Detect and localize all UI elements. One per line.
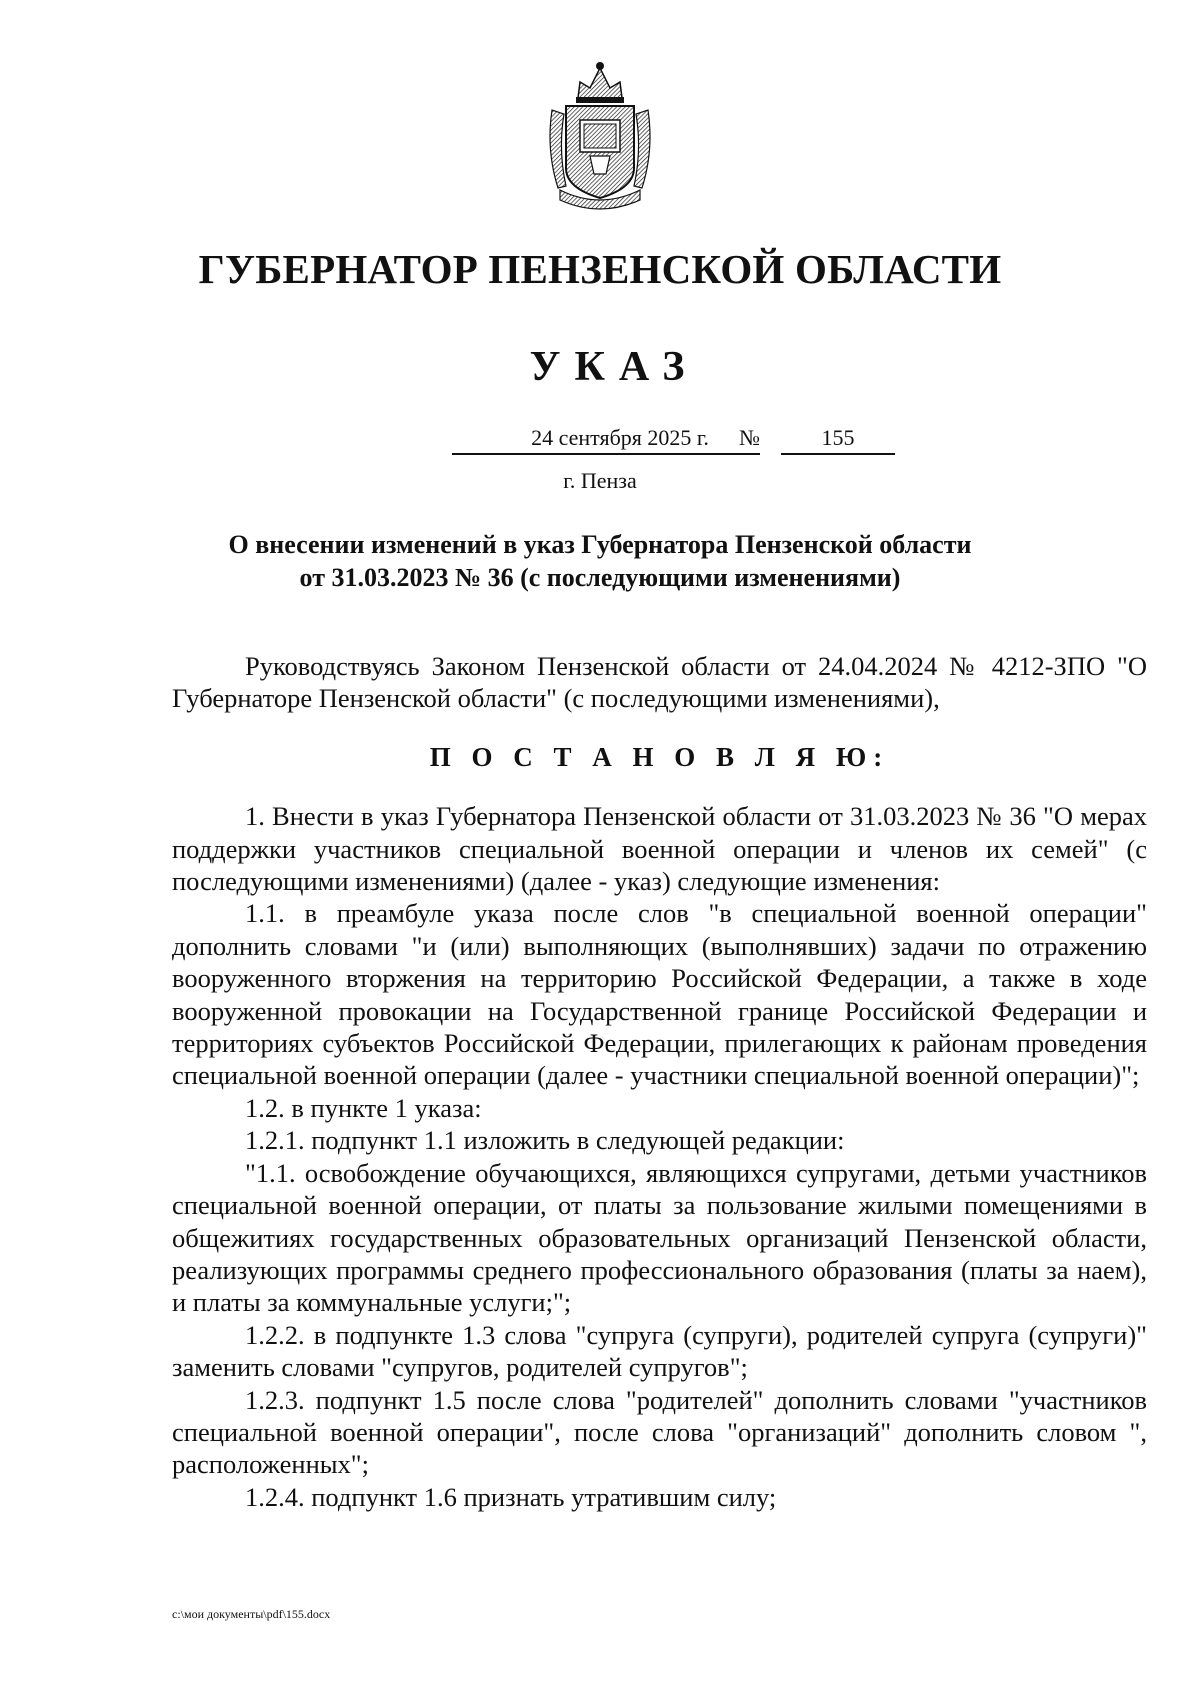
coat-of-arms-icon xyxy=(540,60,660,210)
document-type: УКАЗ xyxy=(529,344,699,390)
city: г. Пенза xyxy=(563,468,637,493)
paragraph: 1.2.3. подпункт 1.5 после слова "родителей" дополнить словами "участников специальной военной операции", после слова "организаций" дополнить словом ", расположенных"; xyxy=(172,1384,1147,1480)
paragraph: 1.2.2. в подпункте 1.3 слова "супруга (супруги), родителей супруга (супруги)" заменить словами "супругов, родителей супругов"; xyxy=(172,1319,1147,1383)
subject-line-1: О внесении изменений в указ Губернатора Пензенской области xyxy=(228,530,972,559)
document-body xyxy=(172,650,1147,1513)
paragraph: 1.1. в преамбуле указа после слов "в специальной военной операции" дополнить словами "и (или) выполняющих (выполнявших) задачи по отражению вооруженного вторжения на территорию Российской Федерации, а также в ходе вооруженной провокации на Государственной границе Российской Федерации и территориях субъектов Российской Федерации, прилегающих к районам проведения специальной военной операции (далее - участники специальной военной операции)"; xyxy=(172,898,1147,1091)
issuing-authority: ГУБЕРНАТОР ПЕНЗЕНСКОЙ ОБЛАСТИ xyxy=(198,246,1002,292)
subject-line-2: от 31.03.2023 № 36 (с последующими изменениями) xyxy=(299,563,901,592)
date-number-line xyxy=(0,425,1200,457)
paragraph: "1.1. освобождение обучающихся, являющихся супругами, детьми участников специальной военной операции, от платы за пользование жилыми помещениями в общежитиях государственных образовательных организаций Пензенской области, реализующих программы среднего профессионального образования (платы за наем), и платы за коммунальные услуги;"; xyxy=(172,1157,1147,1318)
document-number: 155 xyxy=(781,425,895,455)
paragraph: 1.2.1. подпункт 1.1 изложить в следующей редакции: xyxy=(245,1125,845,1156)
document-subject xyxy=(0,528,1200,594)
document-date: 24 сентября 2025 г. xyxy=(452,425,760,455)
preamble: Руководствуясь Законом Пензенской области от 24.04.2024 № 4212-ЗПО "О Губернаторе Пензенской области" (с последующими изменениями), xyxy=(172,651,1147,714)
paragraph: 1. Внести в указ Губернатора Пензенской области от 31.03.2023 № 36 "О мерах поддержки участников специальной военной операции и членов их семей" (с последующими изменениями) (далее - указ) следующие изменения: xyxy=(172,801,1147,897)
paragraph: 1.2.4. подпункт 1.6 признать утратившим силу; xyxy=(245,1481,777,1512)
number-sign: № xyxy=(739,425,760,450)
decree-word: П О С Т А Н О В Л Я Ю: xyxy=(429,741,890,772)
paragraph: 1.2. в пункте 1 указа: xyxy=(245,1092,482,1123)
footer-file-path: c:\мои документы\pdf\155.docx xyxy=(172,1607,331,1621)
